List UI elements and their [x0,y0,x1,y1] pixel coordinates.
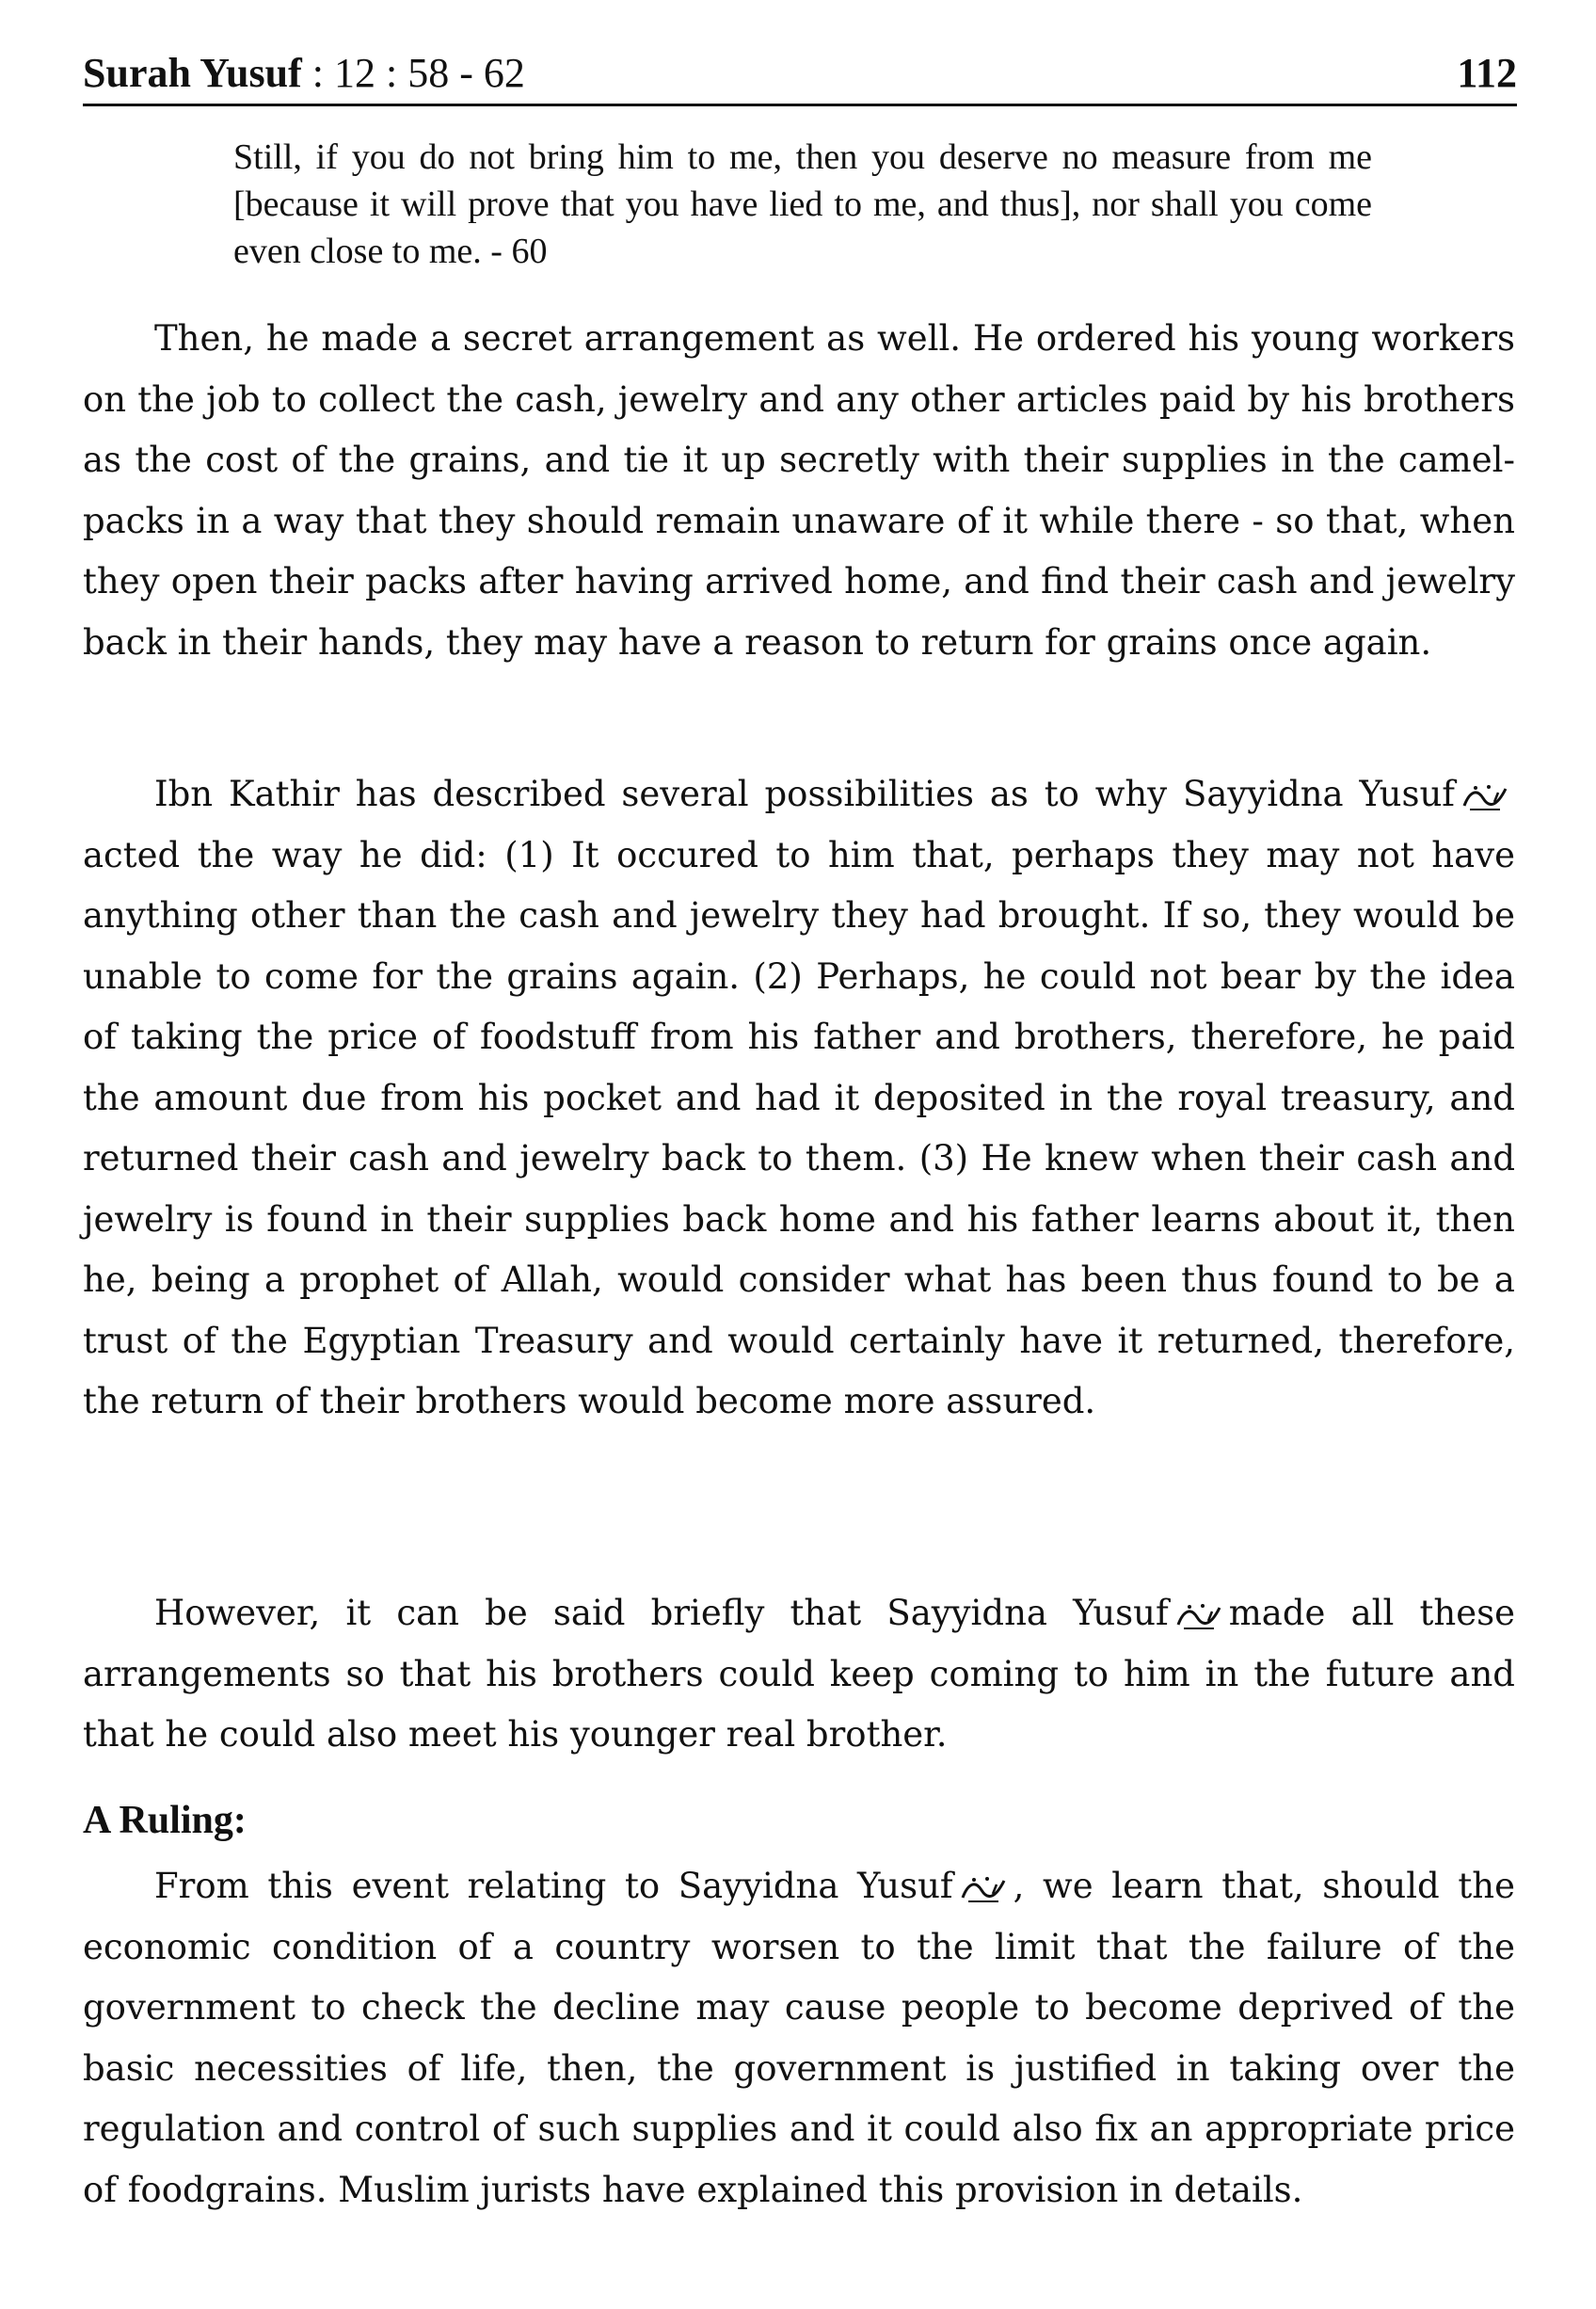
verse-translation-quote: Still, if you do not bring him to me, then you deserve no measure from me [because it will prove that you have lied to me, and thus], nor shall you come even close to me. - 60 [233,137,1372,271]
arabic-honorific-icon [1174,1600,1223,1632]
verse-reference: : 12 : 58 - 62 [311,50,525,96]
header-title [83,49,525,98]
paragraph-ruling [83,1856,1515,2221]
surah-name: Surah Yusuf [83,50,302,96]
paragraph-text: However, it can be said briefly that Sayyidna Yusuf [154,1593,1169,1633]
paragraph-text: Ibn Kathir has described several possibilities as to why Sayyidna Yusuf [154,774,1455,814]
paragraph-text: acted the way he did: (1) It occured to him that, perhaps they may not have anything other than the cash and jewelry they had brought. If so, they would be unable to come for the grains again. (2) Perhaps, he could not bear by the idea of taking the price of foodstuff from his father and brothers, therefore, he paid the amount due from his pocket and had it deposited in the royal treasury, and returned their cash and jewelry back to them. (3) He knew when their cash and jewelry is found in their supplies back home and his father learns about it, then he, being a prophet of Allah, would consider what has been thus found to be a trust of the Egyptian Treasury and would certainly have it returned, therefore, the return of their brothers would become more assured. [83,834,1515,1421]
section-heading-ruling: A Ruling: [83,1799,247,1842]
paragraph-ibn-kathir [83,764,1515,1433]
arabic-honorific-icon [1460,781,1509,813]
arabic-honorific-icon [959,1873,1008,1905]
paragraph-text: , we learn that, should the economic condition of a country worsen to the limit that the failure of the government to check the decline may cause people to become deprived of the basic necessities of life, then, the government is justified in taking over the regulation and control of such supplies and it could also fix an appropriate price of foodgrains. Muslim jurists have explained this provision in details. [83,1866,1515,2210]
paragraph-secret-arrangement: Then, he made a secret arrangement as well. He ordered his young workers on the job to collect the cash, jewelry and any other articles paid by his brothers as the cost of the grains, and tie it up secretly with their supplies in the camel-packs in a way that they should remain unaware of it while there - so that, when they open their packs after having arrived home, and find their cash and jewelry back in their hands, they may have a reason to return for grains once again. [83,318,1515,663]
running-header [83,45,1517,106]
paragraph-text: made all these arrangements so that his brothers could keep coming to him in the future and that he could also meet his younger real brother. [83,1593,1515,1755]
paragraph-brief-summary [83,1583,1515,1766]
page-number: 112 [1457,50,1517,96]
paragraph-text: From this event relating to Sayyidna Yusuf [154,1866,953,1906]
